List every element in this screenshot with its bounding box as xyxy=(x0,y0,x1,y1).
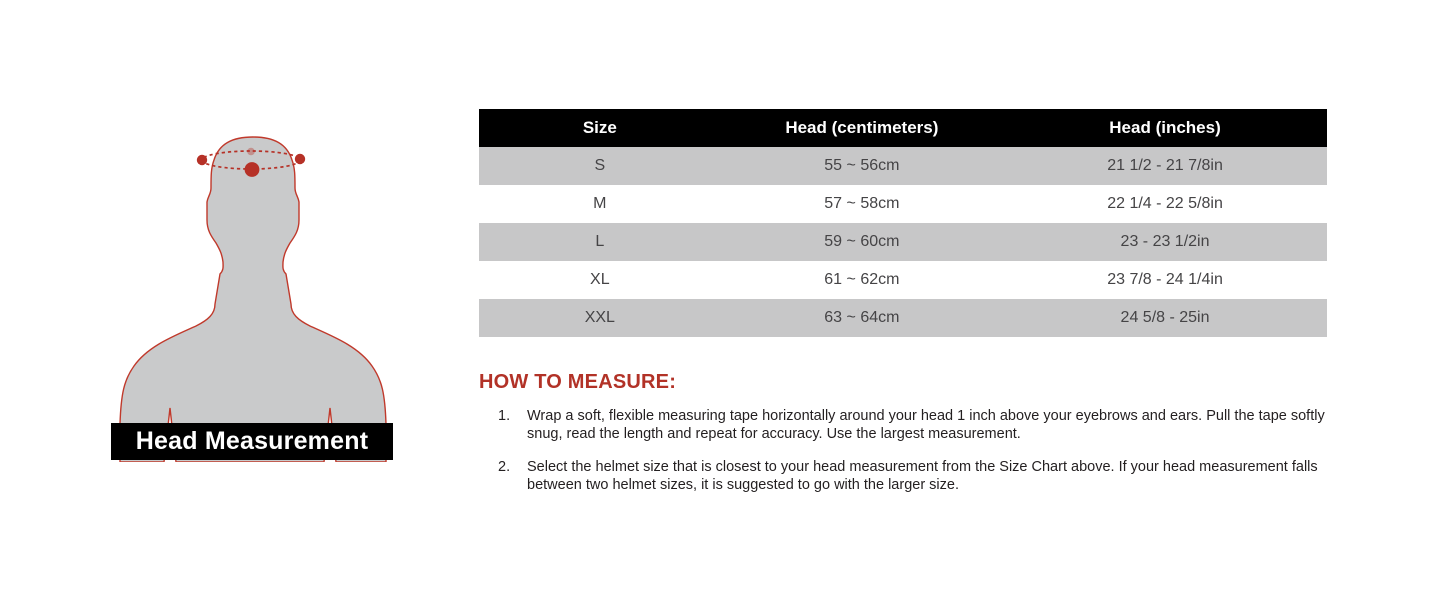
head-cm-cell: 61 ~ 62cm xyxy=(824,271,900,288)
body-silhouette-shape xyxy=(120,137,386,462)
tape-dot-right xyxy=(295,154,305,164)
instruction-item xyxy=(479,458,1331,494)
tape-dot-back xyxy=(247,148,255,156)
figure-caption-banner xyxy=(111,423,393,460)
table-row xyxy=(479,147,1327,185)
figure-caption-label: Head Measurement xyxy=(135,427,369,455)
head-in-cell: 22 1/4 - 22 5/8in xyxy=(1107,195,1223,212)
head-cm-cell: 59 ~ 60cm xyxy=(824,233,900,250)
head-in-cell: 24 5/8 - 25in xyxy=(1120,309,1210,326)
head-cm-cell: 63 ~ 64cm xyxy=(824,309,900,326)
instruction-number: 2. xyxy=(498,459,511,475)
column-header-head-in: Head (inches) xyxy=(1003,109,1327,147)
size-cell: L xyxy=(595,233,605,250)
head-cm-cell: 55 ~ 56cm xyxy=(824,157,900,174)
body-silhouette-graphic xyxy=(108,132,398,462)
how-to-measure-heading: HOW TO MEASURE: xyxy=(479,371,677,393)
size-chart-header-row xyxy=(479,109,1327,147)
size-cell: M xyxy=(593,195,607,212)
size-cell: XXL xyxy=(584,309,615,326)
size-cell: XL xyxy=(590,271,610,288)
table-row xyxy=(479,299,1327,337)
head-in-cell: 23 7/8 - 24 1/4in xyxy=(1107,271,1223,288)
instruction-text: Select the helmet size that is closest to your head measurement from the Size Chart above. If your head measurement falls between two helmet sizes, it is suggested to go with the larger size. xyxy=(527,459,1318,493)
table-row xyxy=(479,185,1327,223)
head-cm-cell: 57 ~ 58cm xyxy=(824,195,900,212)
table-row xyxy=(479,223,1327,261)
size-chart-table xyxy=(479,109,1327,337)
table-row xyxy=(479,261,1327,299)
tape-dot-front xyxy=(245,162,260,177)
head-in-cell: 23 - 23 1/2in xyxy=(1120,233,1210,250)
how-to-measure-section xyxy=(479,371,1331,509)
instruction-list xyxy=(479,407,1331,494)
head-measurement-figure xyxy=(108,132,398,462)
instruction-item xyxy=(479,407,1331,443)
size-cell: S xyxy=(594,157,606,174)
instruction-number: 1. xyxy=(498,408,511,424)
size-chart-body xyxy=(479,147,1327,337)
head-in-cell: 21 1/2 - 21 7/8in xyxy=(1107,157,1223,174)
instruction-text: Wrap a soft, flexible measuring tape horizontally around your head 1 inch above your eyebrows and ears. Pull the tape softly snug, read the length and repeat for accuracy. Use the largest measurement. xyxy=(527,408,1325,442)
tape-dot-left xyxy=(197,155,207,165)
column-header-head-cm: Head (centimeters) xyxy=(721,109,1003,147)
column-header-size: Size xyxy=(479,109,721,147)
